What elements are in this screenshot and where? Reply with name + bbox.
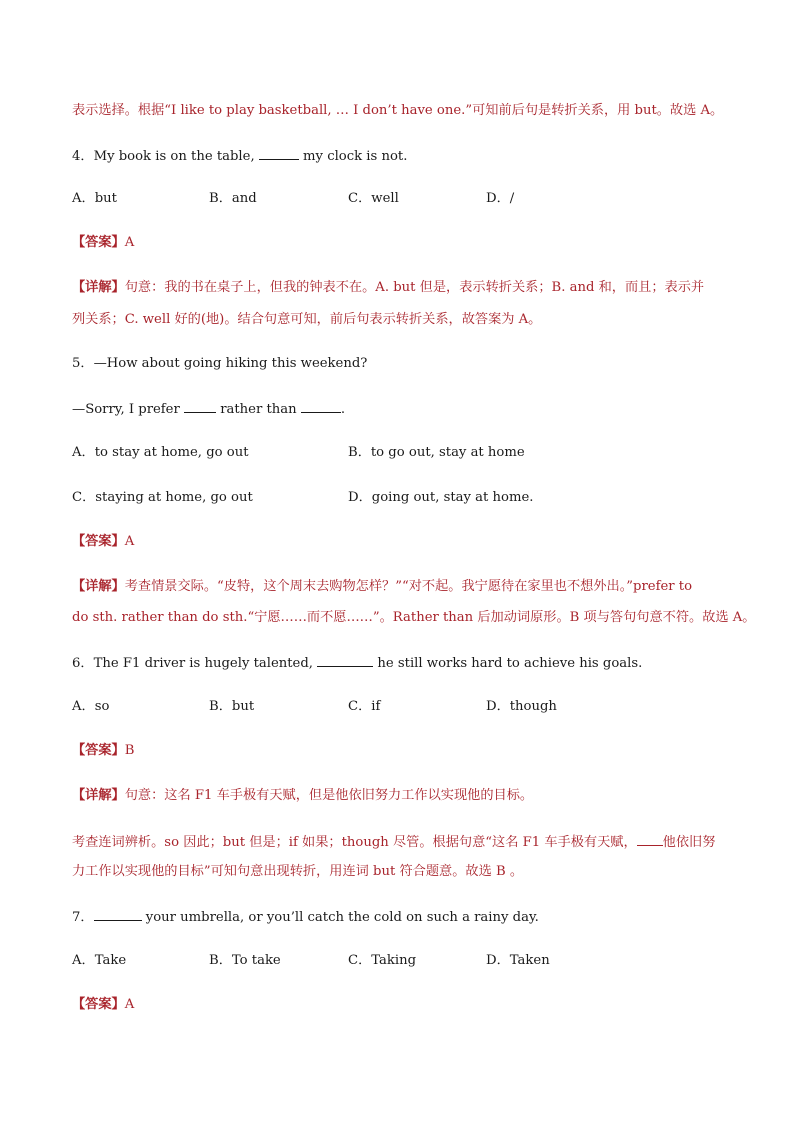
q4-option-d: D．/ <box>486 191 515 206</box>
q5-option-c: C．staying at home, go out <box>72 490 253 505</box>
q6-option-b: B．but <box>209 699 255 714</box>
answer-tag: 【答案】 <box>72 997 125 1012</box>
q5-detail-line2: do sth. rather than do sth.“宁愿……而不愿……”。Rather than 后加动词原形。B 项与答句句意不符。故选 A。 <box>72 610 756 625</box>
q5-stem-line1 <box>72 355 367 373</box>
q7-answer-value: A <box>124 997 135 1012</box>
q7-stem-text: your umbrella, or you’ll catch the cold on such a rainy day. <box>145 910 539 925</box>
q5-option-d: D．going out, stay at home. <box>348 490 534 505</box>
q5-answer-value: A <box>124 534 135 549</box>
answer-tag: 【答案】 <box>72 534 125 549</box>
q5-stem-text1: —How about going hiking this weekend? <box>93 356 368 371</box>
q7-blank <box>94 907 142 921</box>
q6-detail-line3: 力工作以实现他的目标”可知句意出现转折，用连词 but 符合题意。故选 B 。 <box>72 864 524 879</box>
q6-detail-line2 <box>72 832 715 852</box>
q4-option-c: C．well <box>348 191 399 206</box>
detail-tag: 【详解】 <box>72 788 125 803</box>
q4-option-b: B．and <box>209 191 257 206</box>
q4-blank <box>259 146 299 160</box>
detail-tag: 【详解】 <box>72 280 125 295</box>
q6-option-d: D．though <box>486 699 557 714</box>
q6-answer-value: B <box>124 743 135 758</box>
q7-number: 7． <box>72 910 94 925</box>
q6-number: 6． <box>72 656 94 671</box>
q4-stem <box>72 146 407 166</box>
q4-stem-part2: my clock is not. <box>303 149 408 164</box>
q6-detail-line1 <box>72 787 533 805</box>
q4-number: 4． <box>72 149 94 164</box>
q5-detail-line1 <box>72 578 692 596</box>
q3-detail-tail: 表示选择。根据“I like to play basketball, … I don’t have one.”可知前后句是转折关系，用 but。故选 A。 <box>72 103 724 118</box>
q5-number: 5． <box>72 356 94 371</box>
q4-answer <box>72 234 134 252</box>
q6-option-c: C．if <box>348 699 381 714</box>
q4-detail-text1: 句意：我的书在桌子上，但我的钟表不在。A. but 但是，表示转折关系；B. and 和，而且；表示并 <box>124 280 705 295</box>
answer-tag: 【答案】 <box>72 235 125 250</box>
q7-option-b: B．To take <box>209 953 281 968</box>
q4-answer-value: A <box>124 235 135 250</box>
q5-answer <box>72 533 134 551</box>
q6-detail-text1: 句意：这名 F1 车手极有天赋，但是他依旧努力工作以实现他的目标。 <box>124 788 534 803</box>
q7-option-c: C．Taking <box>348 953 417 968</box>
q5-stem-text2b: rather than <box>220 402 297 417</box>
q5-blank1 <box>184 399 216 413</box>
q4-detail-line2: 列关系；C. well 好的(地)。结合句意可知，前后句表示转折关系，故答案为 A。 <box>72 312 542 327</box>
q6-detail-blank <box>637 832 663 846</box>
q5-stem-text2a: —Sorry, I prefer <box>72 402 180 417</box>
q6-stem-part1: The F1 driver is hugely talented, <box>93 656 313 671</box>
answer-tag: 【答案】 <box>72 743 125 758</box>
q5-blank2 <box>301 399 341 413</box>
q4-option-a: A．but <box>72 191 117 206</box>
q7-option-d: D．Taken <box>486 953 550 968</box>
q7-answer <box>72 996 134 1014</box>
q6-blank <box>317 653 373 667</box>
q6-option-a: A．so <box>72 699 110 714</box>
q6-detail-text2a: 考查连词辨析。so 因此；but 但是；if 如果；though 尽管。根据句意“这名 F1 车手极有天赋， <box>72 835 637 850</box>
q5-detail-text1: 考查情景交际。“皮特，这个周末去购物怎样？”“对不起。我宁愿待在家里也不想外出。”prefer to <box>124 579 693 594</box>
q6-answer <box>72 742 134 760</box>
q5-stem-line2 <box>72 399 345 419</box>
q5-option-b: B．to go out, stay at home <box>348 445 525 460</box>
q6-stem <box>72 653 642 673</box>
q5-stem-text2c: . <box>340 402 346 417</box>
detail-tag: 【详解】 <box>72 579 125 594</box>
q7-option-a: A．Take <box>72 953 127 968</box>
q4-detail-line1 <box>72 279 704 297</box>
q7-stem <box>72 907 539 927</box>
q5-option-a: A．to stay at home, go out <box>72 445 249 460</box>
q4-stem-part1: My book is on the table, <box>93 149 255 164</box>
q6-detail-text2b: 他依旧努 <box>662 835 716 850</box>
q6-stem-part2: he still works hard to achieve his goals. <box>377 656 643 671</box>
